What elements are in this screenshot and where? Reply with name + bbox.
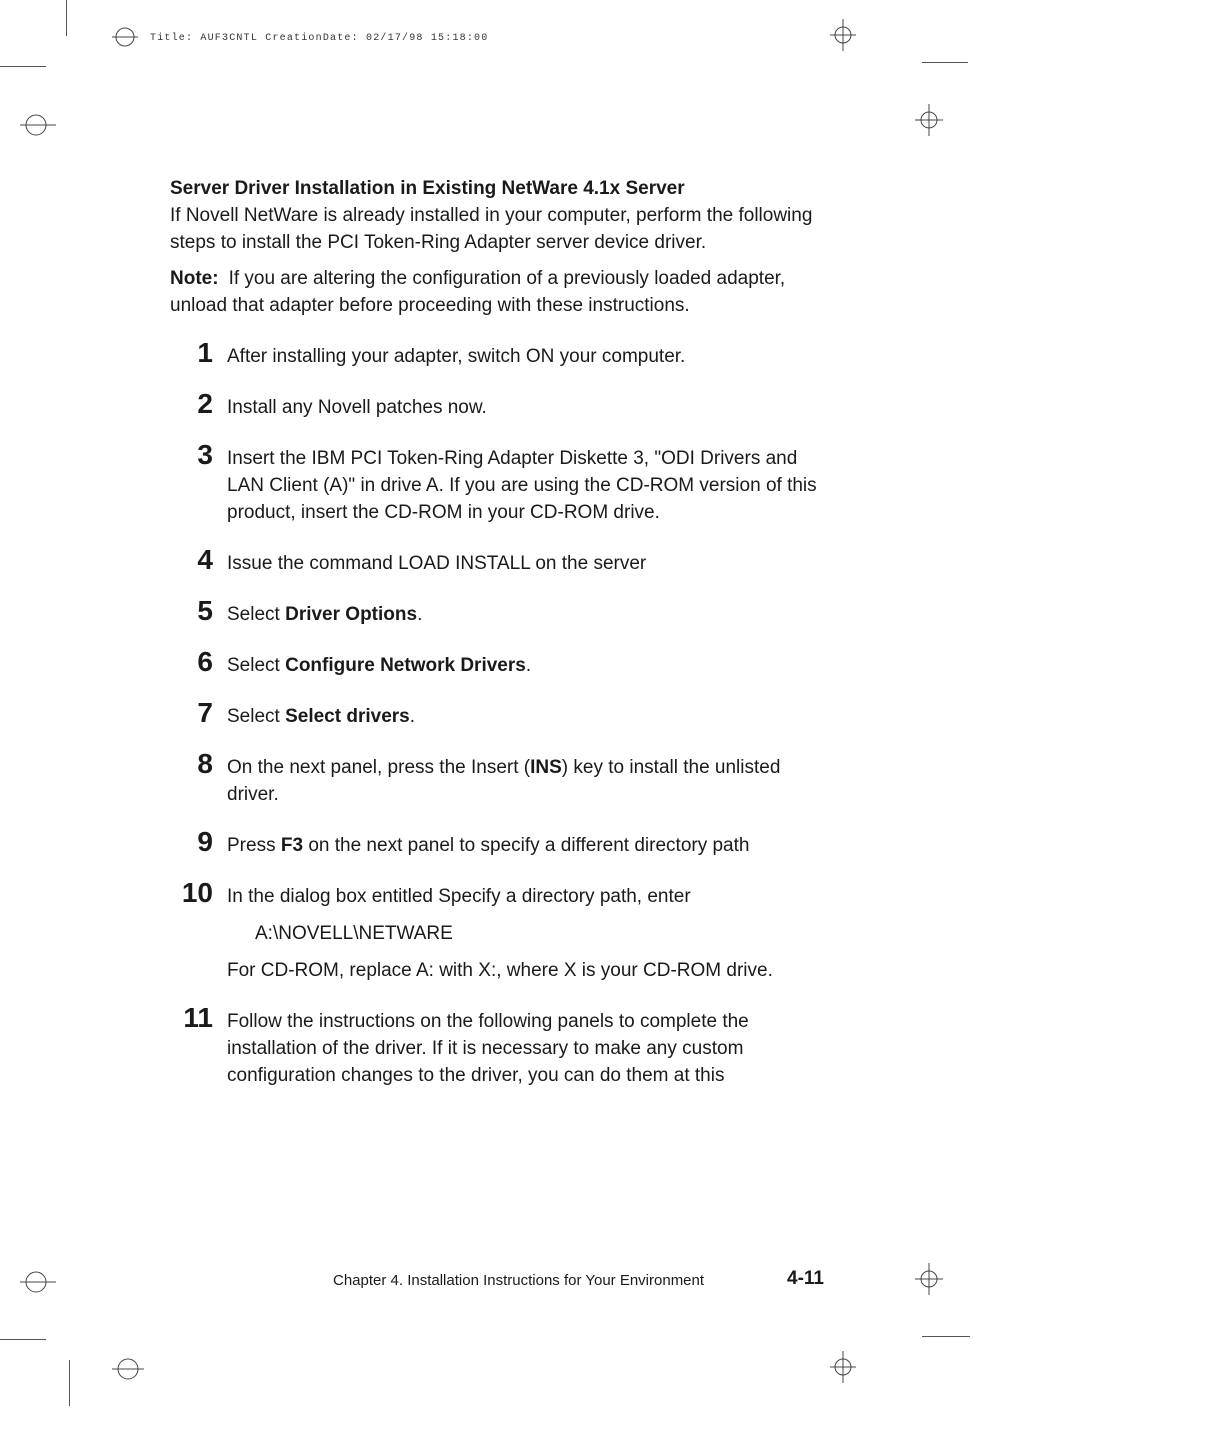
step-item [170, 826, 830, 859]
footer-chapter: Chapter 4. Installation Instructions for Your Environment [333, 1272, 705, 1289]
registration-mark-icon [16, 113, 60, 137]
step-text-suffix: . [525, 655, 532, 676]
directory-path: A:\NOVELL\NETWARE [255, 923, 453, 944]
registration-mark-icon [16, 1270, 60, 1294]
step-text: Insert the IBM PCI Token-Ring Adapter Diskette 3, "ODI Drivers and LAN Client (A)" in drive A. If you are using the CD-ROM version of this product, insert the CD-ROM in your CD-ROM drive. [227, 448, 817, 523]
step-item [170, 595, 830, 628]
step-number: 7 [197, 697, 213, 728]
registration-mark-icon [826, 18, 860, 52]
crop-rule [69, 1360, 70, 1406]
step-item [170, 337, 830, 370]
step-text: In the dialog box entitled Specify a directory path, enter [227, 886, 691, 907]
step-item [170, 439, 830, 526]
crop-rule [0, 1339, 46, 1340]
registration-mark-icon [826, 1350, 860, 1384]
step-text-bold: Configure Network Drivers [285, 655, 526, 676]
note-paragraph [170, 265, 830, 319]
step-number: 9 [197, 826, 213, 857]
step-text-suffix: ) key to install the unlisted driver. [227, 757, 781, 805]
intro-paragraph: If Novell NetWare is already installed in your computer, perform the following steps to install the PCI Token-Ring Adapter server device driver. [170, 205, 813, 253]
step-item [170, 877, 830, 984]
step-number: 8 [197, 748, 213, 779]
step-number: 11 [183, 1002, 213, 1033]
registration-mark-icon [108, 1357, 148, 1381]
step-number: 2 [197, 388, 213, 419]
step-text-suffix: . [409, 706, 416, 727]
step-item [170, 697, 830, 730]
step-number: 5 [197, 595, 213, 626]
step-item [170, 544, 830, 577]
step-text-prefix: Select [227, 604, 286, 625]
step-text-prefix: Press [227, 835, 281, 856]
crop-rule [922, 62, 968, 63]
step-number: 10 [181, 877, 213, 908]
step-text-prefix: Select [227, 655, 286, 676]
step-text: After installing your adapter, switch ON your computer. [227, 346, 686, 367]
step-number: 6 [197, 646, 213, 677]
section-heading: Server Driver Installation in Existing NetWare 4.1x Server [170, 178, 685, 199]
crop-rule [0, 66, 46, 67]
step-text-suffix: . [417, 604, 423, 625]
registration-mark-icon [912, 103, 946, 137]
crop-rule [922, 1336, 970, 1337]
proof-header: Title: AUF3CNTL CreationDate: 02/17/98 15:18:00 [150, 33, 489, 44]
step-text-after: For CD-ROM, replace A: with X:, where X is your CD-ROM drive. [227, 960, 773, 981]
step-text-prefix: Select [227, 706, 286, 727]
step-text: Install any Novell patches now. [227, 397, 487, 418]
step-text-bold: INS [530, 757, 562, 778]
step-text-prefix: On the next panel, press the Insert ( [227, 757, 531, 778]
footer-page-number: 4-11 [787, 1268, 824, 1289]
step-text-bold: F3 [280, 835, 304, 856]
step-number: 3 [197, 439, 213, 470]
step-item [170, 1002, 830, 1089]
note-label: Note: [170, 268, 219, 289]
step-text-bold: Select drivers [285, 706, 410, 727]
step-item [170, 388, 830, 421]
step-number: 4 [197, 544, 213, 575]
registration-mark-icon [108, 25, 142, 49]
step-text: Follow the instructions on the following panels to complete the installation of the driver. If it is necessary to make any custom configuration changes to the driver, you can do them at this [227, 1011, 749, 1086]
step-text: Issue the command LOAD INSTALL on the server [227, 553, 647, 574]
step-item [170, 748, 830, 808]
step-text-bold: Driver Options [285, 604, 418, 625]
note-text: If you are altering the configuration of a previously loaded adapter, unload that adapter before proceeding with these instructions. [170, 268, 786, 316]
step-item [170, 646, 830, 679]
registration-mark-icon [912, 1262, 946, 1296]
document-body [170, 176, 830, 1113]
step-list [170, 337, 830, 1089]
step-text-suffix: on the next panel to specify a different directory path [303, 835, 750, 856]
step-number: 1 [197, 337, 213, 368]
crop-rule [66, 0, 67, 36]
